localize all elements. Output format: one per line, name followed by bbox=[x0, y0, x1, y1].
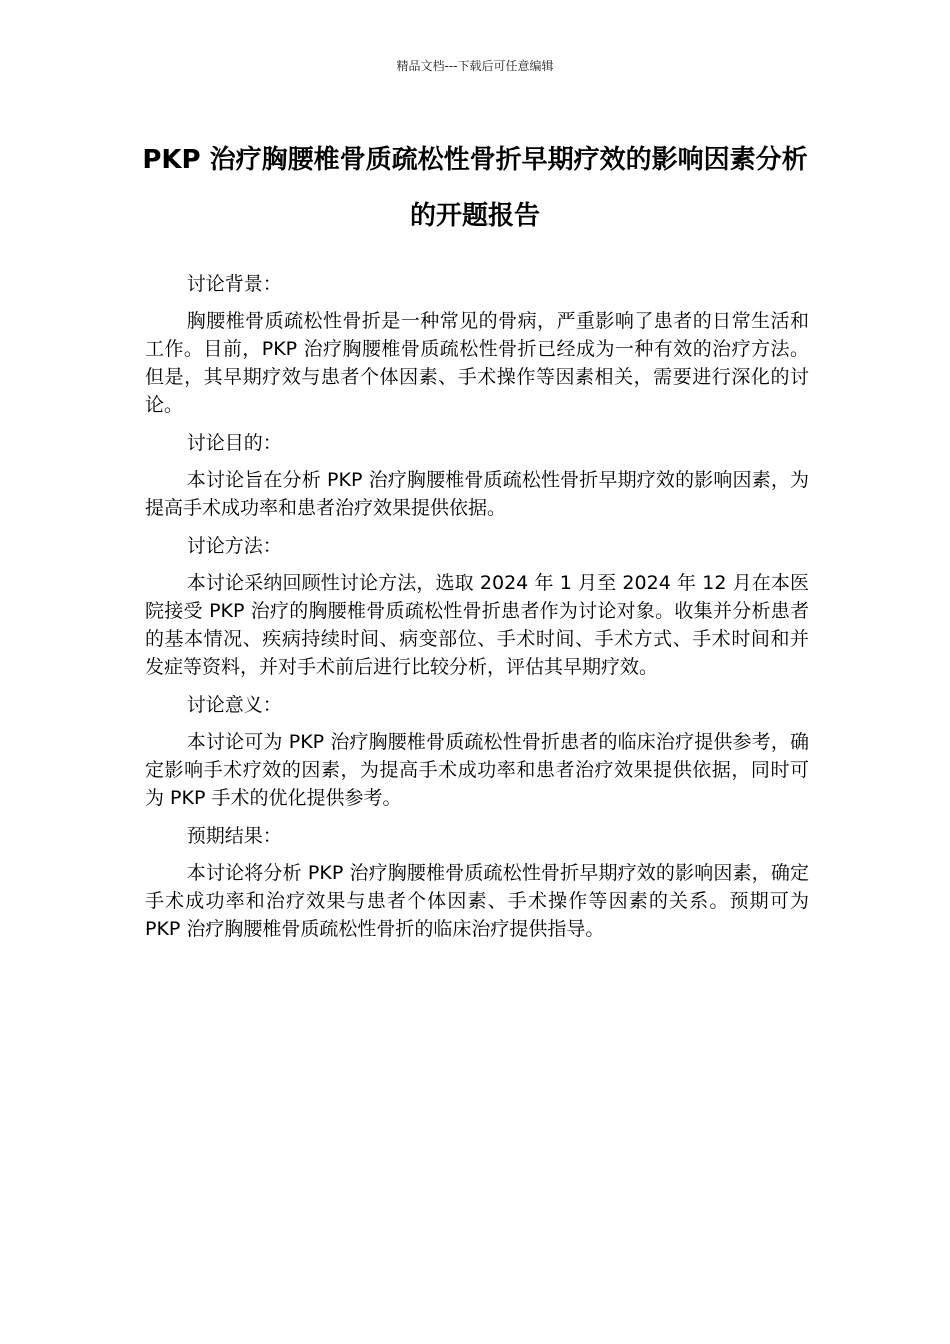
section-heading: 讨论方法： bbox=[186, 535, 282, 557]
section-text: 本讨论采纳回顾性讨论方法，选取 2024 年 1 月至 2024 年 12 月在本医院接受 PKP 治疗的胸腰椎骨质疏松性骨折患者作为讨论对象。收集并分析患者的基本情况、疾病持续时间、病变部位、手术时间、手术方式、手术时间和并发症等资料，并对手术前后进行比较分析，评估其早期疗效。 bbox=[145, 572, 809, 678]
section-text: 本讨论将分析 PKP 治疗胸腰椎骨质疏松性骨折早期疗效的影响因素，确定手术成功率和治疗效果与患者个体因素、手术操作等因素的关系。预期可为 PKP 治疗胸腰椎骨质疏松性骨折的临床治疗提供指导。 bbox=[145, 862, 809, 940]
section-text: 本讨论旨在分析 PKP 治疗胸腰椎骨质疏松性骨折早期疗效的影响因素，为提高手术成功率和患者治疗效果提供依据。 bbox=[145, 469, 809, 519]
section-heading: 预期结果： bbox=[186, 825, 282, 847]
section-significance bbox=[145, 691, 809, 812]
section-heading: 讨论目的： bbox=[186, 432, 282, 454]
section-text: 本讨论可为 PKP 治疗胸腰椎骨质疏松性骨折患者的临床治疗提供参考，确定影响手术疗效的因素，为提高手术成功率和患者治疗效果提供依据，同时可为 PKP 手术的优化提供参考。 bbox=[145, 731, 809, 809]
section-method bbox=[145, 532, 809, 681]
section-text: 胸腰椎骨质疏松性骨折是一种常见的骨病，严重影响了患者的日常生活和工作。目前，PKP 治疗胸腰椎骨质疏松性骨折已经成为一种有效的治疗方法。但是，其早期疗效与患者个体因素、手术操作等因素相关，需要进行深化的讨论。 bbox=[145, 310, 809, 416]
section-expected-results bbox=[145, 822, 809, 943]
section-heading: 讨论背景： bbox=[186, 273, 282, 295]
section-heading: 讨论意义： bbox=[186, 694, 282, 716]
document-title: PKP 治疗胸腰椎骨质疏松性骨折早期疗效的影响因素分析的开题报告 bbox=[142, 145, 808, 231]
document-body bbox=[145, 270, 809, 953]
section-purpose bbox=[145, 429, 809, 522]
section-background bbox=[145, 270, 809, 419]
header-note: 精品文档---下载后可任意编辑 bbox=[396, 59, 554, 73]
